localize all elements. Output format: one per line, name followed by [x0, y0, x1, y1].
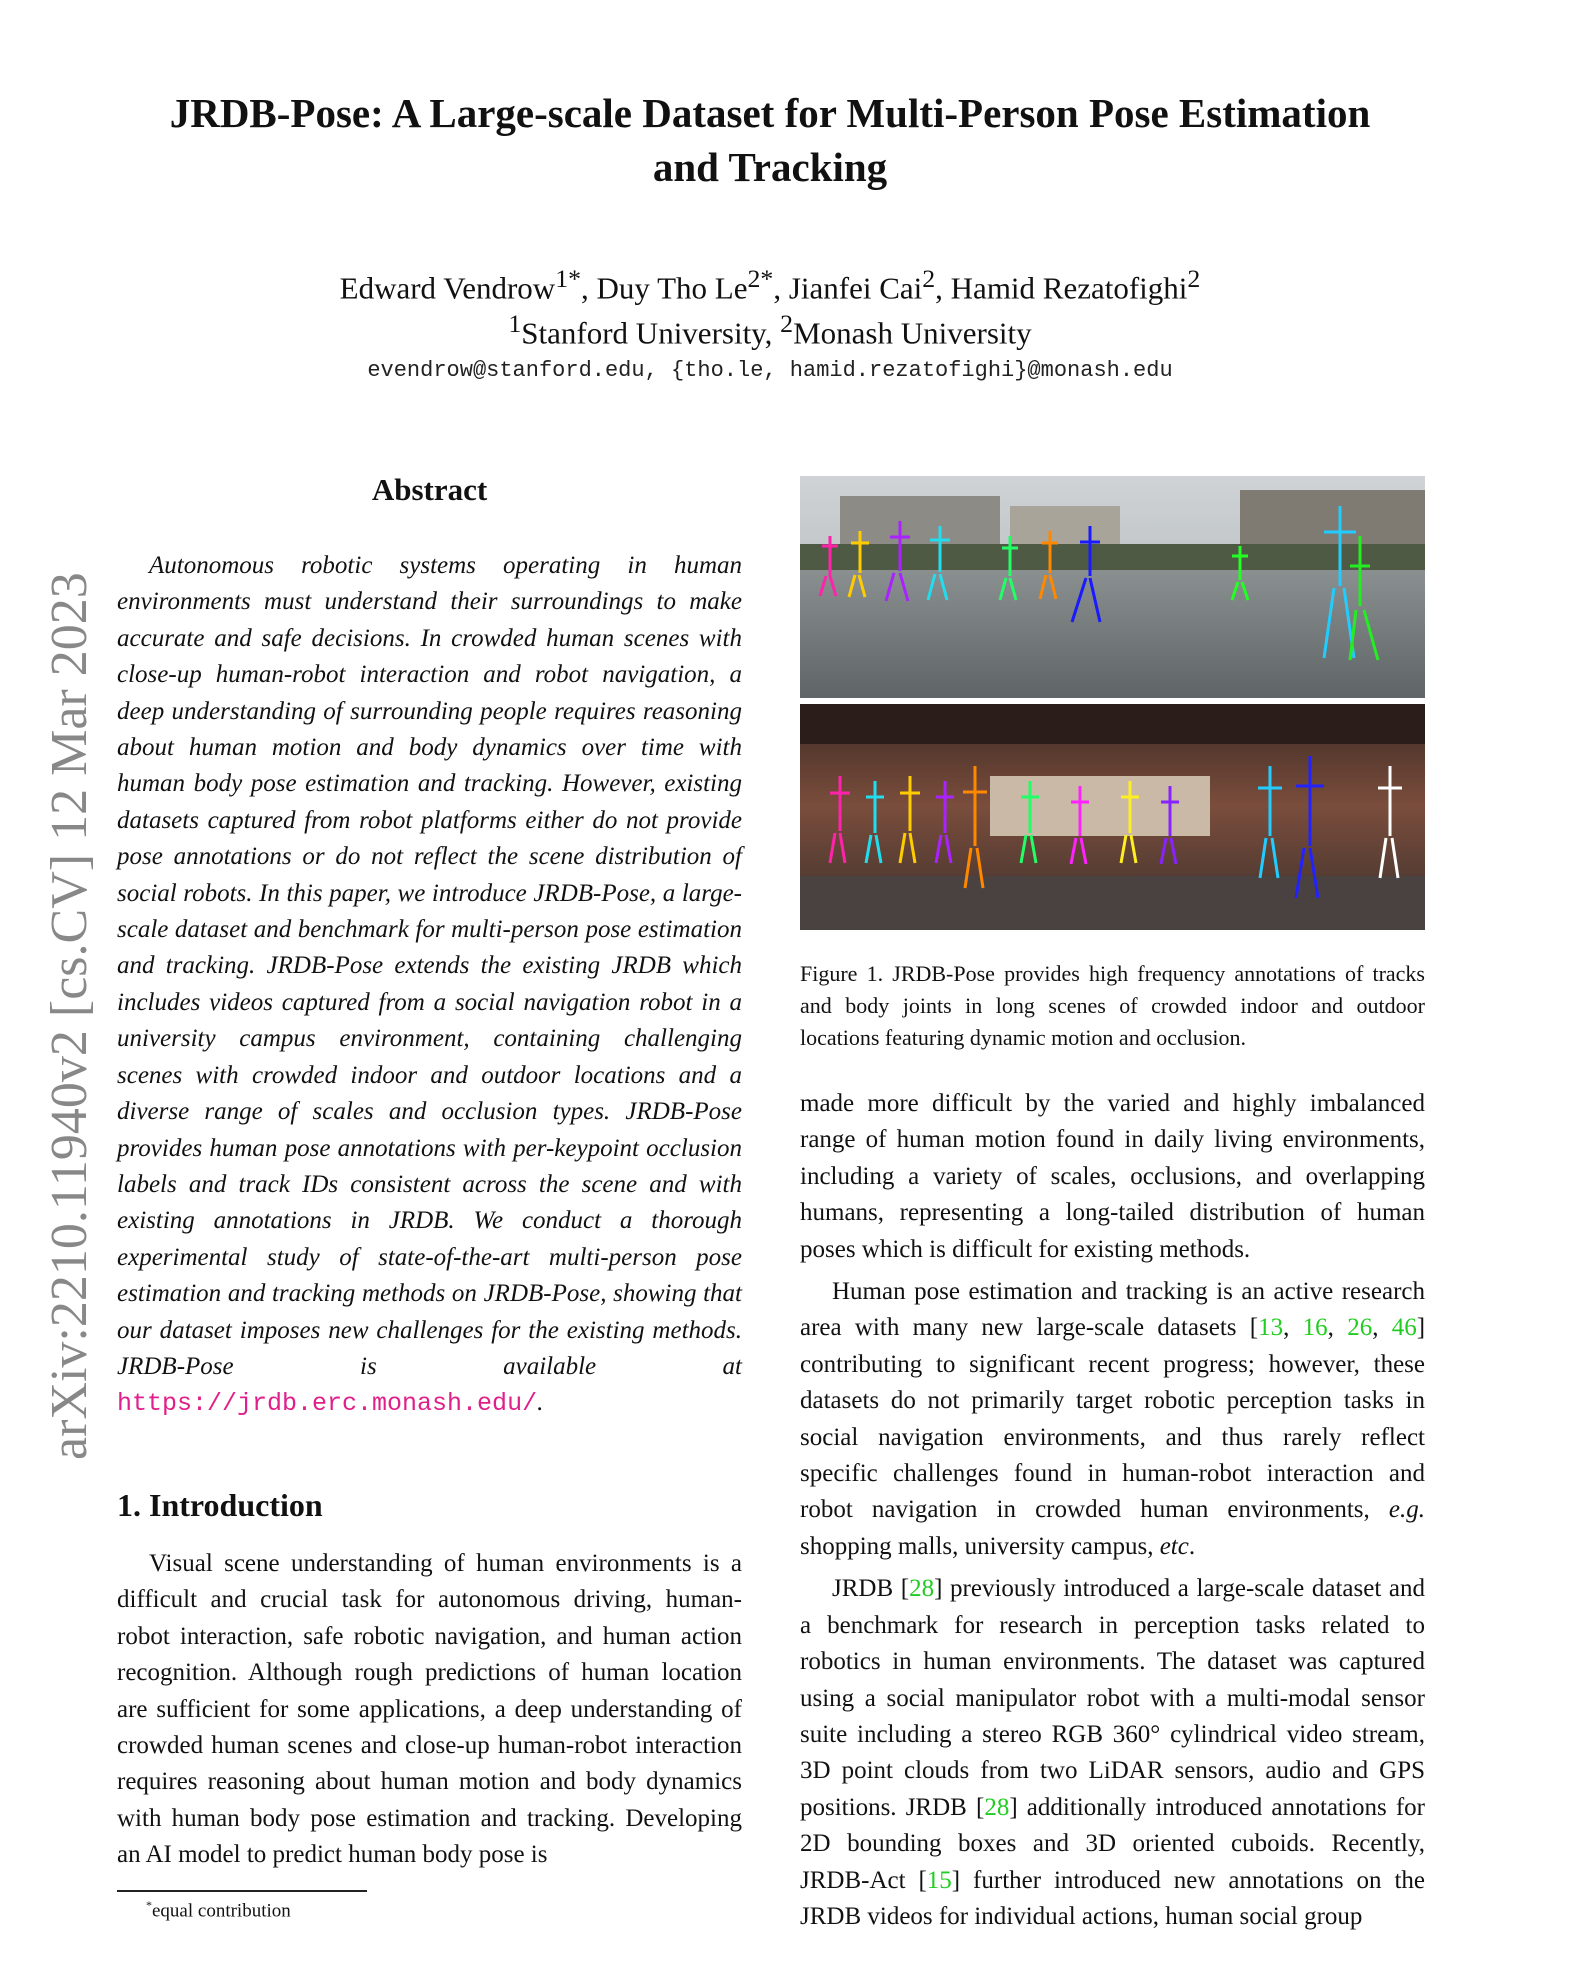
introduction-text: Visual scene understanding of human environments is a difficult and crucial task for autonomous driving, human-robot interaction, safe robotic navigation, and human action recognition. Although rough predictions of human location are sufficient for some applications, a deep understanding of crowded human scenes and close-up human-robot interaction requires reasoning about human motion and body dynamics with human body pose estimation and tracking. Developing an AI model to predict human body pose is — [117, 1550, 742, 1869]
footnote: *equal contribution — [146, 1898, 291, 1922]
paragraph-jrdb: JRDB [28] previously introduced a large-scale dataset and a benchmark for research in perception tasks related to robotics in human environments. The dataset was captured using a social manipulator robot with a multi-modal sensor suite including a stereo RGB 360° cylindrical video stream, 3D point clouds from two LiDAR sensors, audio and GPS positions. JRDB [28] additionally introduced annotations for 2D bounding boxes and 3D oriented cuboids. Recently, JRDB-Act [15] further introduced new annotations on the JRDB videos for individual actions, human social group — [800, 1575, 1425, 1930]
dataset-url-link[interactable]: https://jrdb.erc.monash.edu/ — [117, 1389, 538, 1419]
indoor-scene — [800, 704, 1425, 930]
abstract-heading: Abstract — [371, 472, 488, 507]
figure-1-caption: Figure 1. JRDB-Pose provides high frequency annotations of tracks and body joints in long scenes of crowded indoor and outdoor locations featuring dynamic motion and occlusion. — [800, 961, 1425, 1050]
paragraph-pose-estimation: Human pose estimation and tracking is an active research area with many new large-scale datasets [13, 16, 26, 46] contributing to significant recent progress; however, these datasets do not primarily target robotic perception tasks in social navigation environments, and thus rarely reflect specific challenges found in human-robot interaction and robot navigation in crowded human environments, e.g. shopping malls, university campus, etc. — [800, 1278, 1426, 1560]
paragraph-continuation: made more difficult by the varied and highly imbalanced range of human motion found in daily living environments, including a variety of scales, occlusions, and overlapping humans, representing a long-tailed distribution of human poses which is difficult for existing methods. — [800, 1090, 1425, 1263]
affiliations: $^1$Stanford University, $^2$Monash University — [508, 309, 1032, 351]
outdoor-scene — [800, 476, 1425, 698]
right-column-text — [800, 1086, 1425, 1935]
footnote-divider — [117, 1890, 367, 1892]
paper-title: JRDB-Pose: A Large-scale Dataset for Multi-Person Pose Estimation and Tracking — [169, 90, 1371, 190]
figure-1-image — [800, 476, 1425, 930]
author-emails: evendrow@stanford.edu, {tho.le, hamid.rezatofighi}@monash.edu — [367, 358, 1173, 383]
introduction-heading: 1. Introduction — [117, 1487, 323, 1523]
author-list: Edward Vendrow$^{1*}$, Duy Tho $Le^{2*}$, Jianfei Cai$^2$, Hamid Rezatofighi$^2$ — [339, 264, 1201, 306]
arxiv-identifier: arXiv:2210.11940v2 [cs.CV] 12 Mar 2023 — [41, 572, 98, 1460]
abstract-text: Autonomous robotic systems operating in human environments must understand their surroundings to make accurate and safe decisions. In crowded human scenes with close-up human-robot interaction and robot navigation, a deep understanding of surrounding people requires reasoning about human motion and body dynamics over time with human body pose estimation and tracking. However, existing datasets captured from robot platforms either do not provide pose annotations or do not reflect the scene distribution of social robots. In this paper, we introduce JRDB-Pose, a large-scale dataset and benchmark for multi-person pose estimation and tracking. JRDB-Pose extends the existing JRDB which includes videos captured from a social navigation robot in a university campus environment, containing challenging scenes with crowded indoor and outdoor locations and a diverse range of scales and occlusion types. JRDB-Pose provides human pose annotations with per-keypoint occlusion labels and track IDs consistent across the scene and with existing annotations in JRDB. We conduct a thorough experimental study of state-of-the-art multi-person pose estimation and tracking methods on JRDB-Pose, showing that our dataset imposes new challenges for the existing methods. JRDB-Pose is available at https://jrdb.erc.monash.edu/. — [117, 552, 742, 1419]
